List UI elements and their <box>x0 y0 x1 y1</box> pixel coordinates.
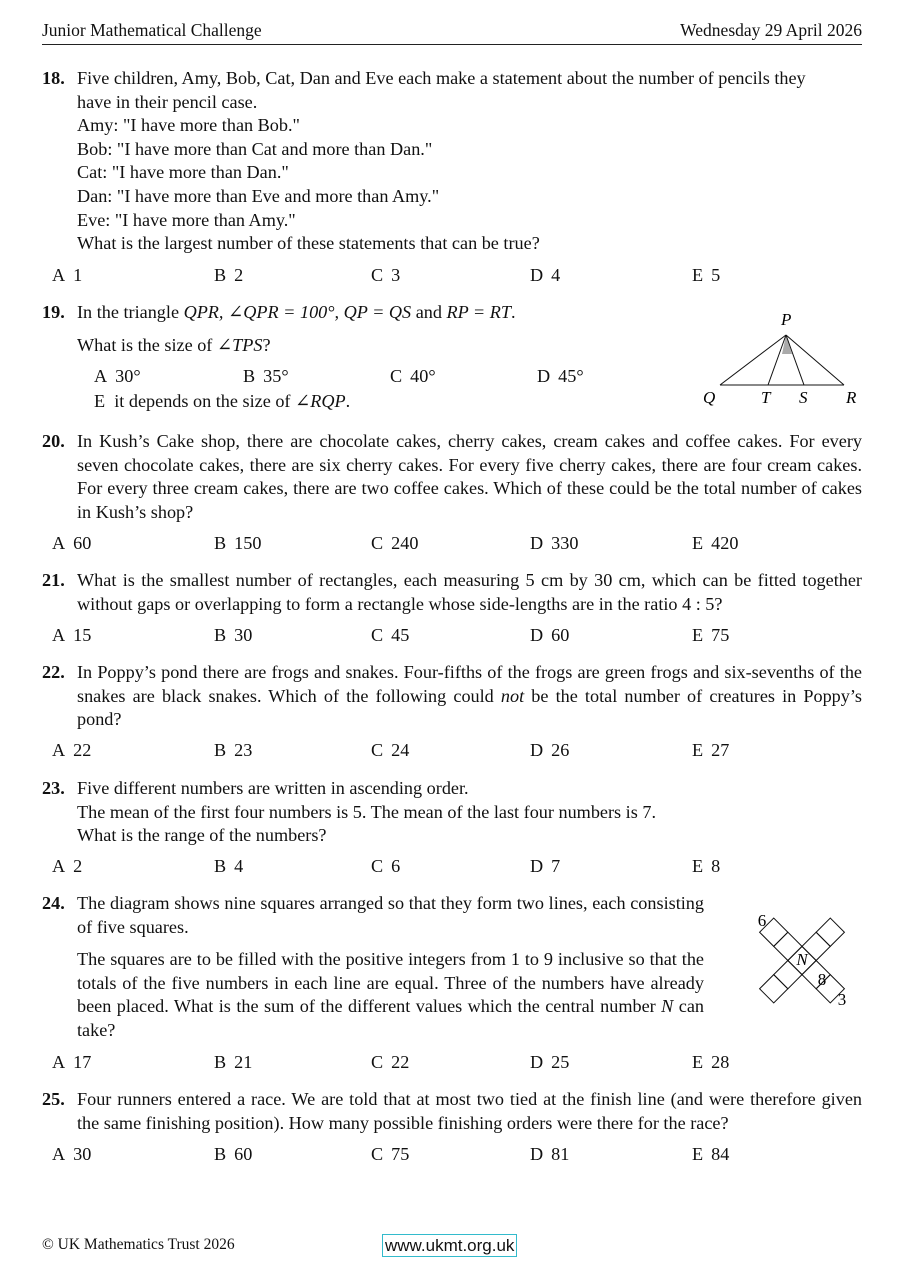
question-prompt: What is the size of ∠TPS? <box>77 334 271 355</box>
option-value: 75 <box>711 625 730 645</box>
square-value-6: 6 <box>757 911 767 930</box>
option-letter: D <box>530 625 544 645</box>
option-letter: C <box>371 625 384 645</box>
option-value: 75 <box>391 1144 410 1164</box>
option-c[interactable] <box>371 856 400 877</box>
option-value: 3 <box>391 265 401 285</box>
option-letter: D <box>530 1144 544 1164</box>
triangle-figure <box>700 305 870 410</box>
square-value-8: 8 <box>817 970 827 989</box>
option-b[interactable] <box>214 856 243 877</box>
option-letter: B <box>243 366 256 386</box>
option-value: 4 <box>551 265 561 285</box>
option-value: it depends on the size of <box>114 391 296 411</box>
statement-bob: Bob: "I have more than Cat and more than Dan." <box>77 138 433 159</box>
label-r: R <box>846 388 857 407</box>
question-23 <box>42 777 862 848</box>
option-letter: E <box>692 1144 704 1164</box>
crossed-squares-figure <box>738 897 866 1024</box>
option-d[interactable] <box>530 740 569 761</box>
option-a[interactable] <box>52 740 91 761</box>
question-text: Five children, Amy, Bob, Cat, Dan and Eve each make a statement about the number of pencils they <box>77 68 806 88</box>
option-letter: E <box>692 533 704 553</box>
question-text: Four runners entered a race. We are told that at most two tied at the finish line (and were therefore given the same finishing position). How many possible finishing orders were there for the race? <box>77 1089 862 1133</box>
option-value: 30 <box>234 625 253 645</box>
question-number: 20. <box>42 431 65 451</box>
option-value: 1 <box>73 265 83 285</box>
option-letter: D <box>530 740 544 760</box>
option-a[interactable] <box>52 265 82 286</box>
option-c[interactable] <box>371 533 418 554</box>
answer-options <box>52 625 872 649</box>
math-expression: RP = RT <box>446 302 511 322</box>
option-a[interactable] <box>52 625 91 646</box>
math-expression: QPR, ∠QPR = 100°, QP = QS <box>183 302 412 322</box>
label-p: P <box>781 310 792 329</box>
segment-pt <box>768 335 786 385</box>
option-value: 21 <box>234 1052 253 1072</box>
option-letter: D <box>530 1052 544 1072</box>
question-text: In Poppy’s pond there are frogs and snakes. Four-fifths of the frogs are green frogs and six-sevenths of the snakes are black snakes. Which of the following could not be the total number of creatures in Poppy’s pond? <box>77 662 862 730</box>
option-value: 240 <box>391 533 419 553</box>
option-b[interactable] <box>214 533 261 554</box>
option-value: 25 <box>551 1052 570 1072</box>
option-value: 22 <box>73 740 92 760</box>
option-value: 27 <box>711 740 730 760</box>
option-b[interactable] <box>214 1052 252 1073</box>
question-text: have in their pencil case. <box>77 91 258 112</box>
question-text: Five different numbers are written in ascending order. <box>77 778 469 798</box>
ukmt-website-link[interactable]: www.ukmt.org.uk <box>382 1234 517 1257</box>
page-header <box>42 18 862 45</box>
option-value: 40° <box>410 366 436 386</box>
square-value-n: N <box>796 950 808 969</box>
option-value: 8 <box>711 856 721 876</box>
option-letter: B <box>214 740 227 760</box>
option-a[interactable] <box>94 366 141 387</box>
option-a[interactable] <box>52 856 82 877</box>
option-value: 6 <box>391 856 401 876</box>
option-d[interactable] <box>530 265 560 286</box>
option-e[interactable] <box>692 740 729 761</box>
label-t: T <box>761 388 771 407</box>
answer-options <box>52 265 872 289</box>
option-value: 30° <box>115 366 141 386</box>
side-qp <box>720 335 786 385</box>
question-text: The squares are to be filled with the positive integers from 1 to 9 inclusive so that the totals of the five numbers in each line are equal. Three of the numbers have already been placed. What is the sum of the different values which the central number N can take? <box>77 949 705 1040</box>
answer-options <box>52 1052 872 1076</box>
option-value: 45° <box>558 366 584 386</box>
option-letter: A <box>52 1052 66 1072</box>
option-d[interactable] <box>530 1052 569 1073</box>
option-letter: D <box>537 366 551 386</box>
option-value: 22 <box>391 1052 410 1072</box>
option-letter: C <box>371 265 384 285</box>
copyright: © UK Mathematics Trust 2026 <box>42 1236 235 1253</box>
option-value: 28 <box>711 1052 730 1072</box>
option-value: 60 <box>551 625 570 645</box>
math-expression: ∠RQP <box>295 391 346 411</box>
option-c[interactable] <box>390 366 436 387</box>
question-prompt: What is the range of the numbers? <box>77 825 327 846</box>
option-value: 81 <box>551 1144 570 1164</box>
question-text: The diagram shows nine squares arranged so that they form two lines, each consisting of five squares. <box>77 893 704 937</box>
label-q: Q <box>703 388 716 407</box>
option-value: 45 <box>391 625 410 645</box>
option-e[interactable] <box>692 625 729 646</box>
option-letter: A <box>94 366 108 386</box>
question-21 <box>42 569 862 616</box>
option-letter: A <box>52 625 66 645</box>
option-value: 15 <box>73 625 92 645</box>
option-letter: C <box>371 1144 384 1164</box>
option-a[interactable] <box>52 533 91 554</box>
option-letter: C <box>390 366 403 386</box>
option-value: 24 <box>391 740 410 760</box>
option-b[interactable] <box>243 366 289 387</box>
option-letter: A <box>52 1144 66 1164</box>
option-letter: B <box>214 265 227 285</box>
option-letter: A <box>52 533 66 553</box>
answer-options <box>52 856 872 880</box>
option-value: 60 <box>234 1144 253 1164</box>
option-letter: C <box>371 1052 384 1072</box>
option-d[interactable] <box>530 1144 569 1165</box>
option-e[interactable] <box>692 1052 729 1073</box>
option-a[interactable] <box>52 1052 91 1073</box>
option-b[interactable] <box>214 625 252 646</box>
option-letter: C <box>371 533 384 553</box>
question-text: In the triangle QPR, ∠QPR = 100°, QP = QS and RP = RT. <box>77 302 516 322</box>
option-letter: E <box>94 391 106 411</box>
option-value: 84 <box>711 1144 730 1164</box>
question-25 <box>42 1088 862 1135</box>
option-letter: B <box>214 625 227 645</box>
option-value: 30 <box>73 1144 92 1164</box>
option-e[interactable] <box>692 265 720 286</box>
option-d[interactable] <box>530 625 569 646</box>
option-letter: E <box>692 740 704 760</box>
answer-options <box>52 740 872 764</box>
option-c[interactable] <box>371 265 400 286</box>
question-prompt: What is the largest number of these statements that can be true? <box>77 233 540 254</box>
label-s: S <box>799 388 808 407</box>
option-letter: A <box>52 740 66 760</box>
option-d[interactable] <box>530 856 560 877</box>
square <box>816 918 844 946</box>
emphasis: not <box>500 685 525 706</box>
option-value: 420 <box>711 533 739 553</box>
option-b[interactable] <box>214 1144 252 1165</box>
square-value-3: 3 <box>837 990 847 1009</box>
option-value: 5 <box>711 265 721 285</box>
option-letter: D <box>530 265 544 285</box>
question-24 <box>42 892 704 1043</box>
option-value: 26 <box>551 740 570 760</box>
option-letter: A <box>52 856 66 876</box>
option-b[interactable] <box>214 265 243 286</box>
option-value: 23 <box>234 740 253 760</box>
option-letter: C <box>371 740 384 760</box>
option-value: 330 <box>551 533 579 553</box>
answer-options <box>52 533 872 557</box>
question-18 <box>42 67 862 256</box>
option-a[interactable] <box>52 1144 91 1165</box>
square <box>760 975 788 1003</box>
option-e[interactable] <box>692 533 738 554</box>
question-text: What is the smallest number of rectangles, each measuring 5 cm by 30 cm, which can be fitted together without gaps or overlapping to form a rectangle whose side-lengths are in the ratio 4 : 5? <box>77 570 862 614</box>
option-d[interactable] <box>537 366 584 387</box>
statement-dan: Dan: "I have more than Eve and more than Amy." <box>77 185 440 206</box>
option-c[interactable] <box>371 740 409 761</box>
statement-amy: Amy: "I have more than Bob." <box>77 115 300 136</box>
option-letter: E <box>692 265 704 285</box>
option-value: 35° <box>263 366 289 386</box>
option-c[interactable] <box>371 625 409 646</box>
statement-eve: Eve: "I have more than Amy." <box>77 209 296 230</box>
option-e[interactable]: E it depends on the size of ∠RQP. <box>94 391 351 411</box>
question-number: 23. <box>42 778 65 798</box>
paper-title: Junior Mathematical Challenge <box>42 20 262 40</box>
question-number: 21. <box>42 570 65 590</box>
option-value: 7 <box>551 856 561 876</box>
option-letter: E <box>692 856 704 876</box>
option-e[interactable] <box>692 1144 729 1165</box>
question-number: 19. <box>42 302 65 322</box>
option-c[interactable] <box>371 1144 409 1165</box>
option-value: 60 <box>73 533 92 553</box>
question-text: The mean of the first four numbers is 5. The mean of the last four numbers is 7. <box>77 801 656 822</box>
question-number: 24. <box>42 893 65 913</box>
option-letter: C <box>371 856 384 876</box>
question-text: In Kush’s Cake shop, there are chocolate cakes, cherry cakes, cream cakes and coffee cakes. For every seven chocolate cakes, there are six cherry cakes. For every five cherry cakes, there are four cream cakes. For every three cream cakes, there are two coffee cakes. Which of these could be the total number of cakes in Kush’s shop? <box>77 431 862 522</box>
option-c[interactable] <box>371 1052 409 1073</box>
option-e[interactable] <box>692 856 720 877</box>
question-number: 22. <box>42 662 65 682</box>
answer-options <box>52 1144 872 1168</box>
option-letter: A <box>52 265 66 285</box>
question-22 <box>42 661 862 732</box>
option-letter: B <box>214 1052 227 1072</box>
option-value: 2 <box>73 856 83 876</box>
option-value: 150 <box>234 533 262 553</box>
option-value: 17 <box>73 1052 92 1072</box>
question-number: 25. <box>42 1089 65 1109</box>
option-letter: D <box>530 856 544 876</box>
option-letter: B <box>214 533 227 553</box>
option-letter: E <box>692 1052 704 1072</box>
paper-date: Wednesday 29 April 2026 <box>680 20 862 40</box>
question-number: 18. <box>42 68 65 88</box>
statement-cat: Cat: "I have more than Dan." <box>77 162 289 183</box>
option-value: 2 <box>234 265 244 285</box>
option-b[interactable] <box>214 740 252 761</box>
option-letter: D <box>530 533 544 553</box>
option-letter: B <box>214 856 227 876</box>
option-d[interactable] <box>530 533 578 554</box>
option-letter: B <box>214 1144 227 1164</box>
math-expression: ∠TPS <box>216 334 263 355</box>
option-letter: E <box>692 625 704 645</box>
question-20 <box>42 430 862 524</box>
math-expression: N <box>661 996 674 1017</box>
option-value: 4 <box>234 856 244 876</box>
